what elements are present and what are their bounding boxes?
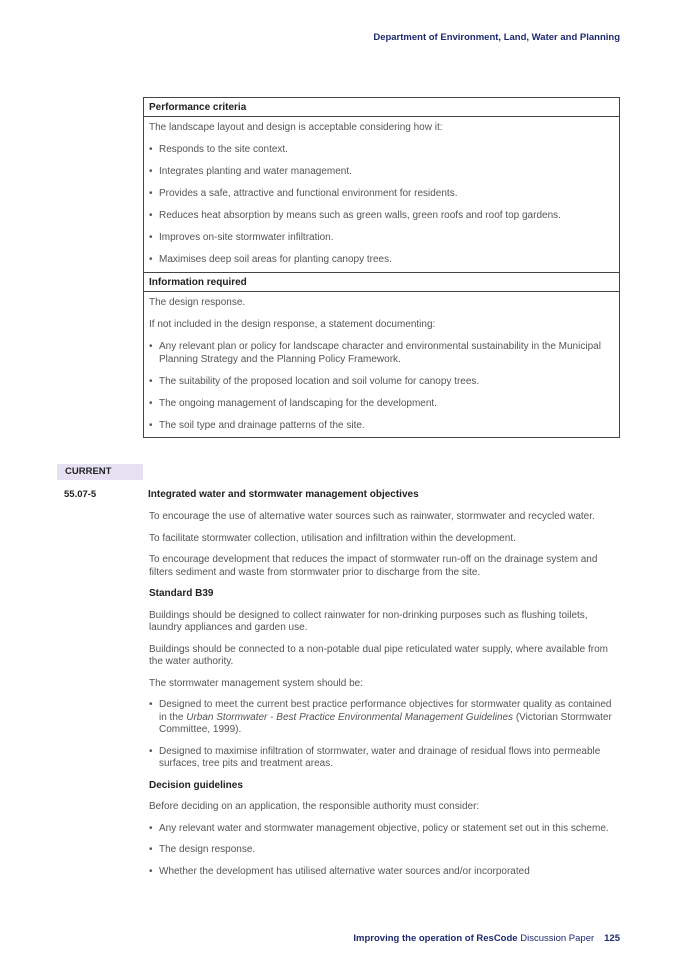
list-item: • Provides a safe, attractive and functional environment for residents. (144, 184, 619, 206)
list-item: • Designed to maximise infiltration of stormwater, water and drainage of residual flows into permeable surfaces, tree pits and treatment areas. (149, 746, 619, 771)
list-item: • Improves on-site stormwater infiltration. (144, 228, 619, 250)
decision-intro: Before deciding on an application, the responsible authority must consider: (149, 801, 480, 812)
decision-heading: Decision guidelines (149, 779, 243, 791)
list-item: • Maximises deep soil areas for planting canopy trees. (144, 250, 619, 272)
list-item: • Integrates planting and water management. (144, 162, 619, 184)
page-number: 125 (604, 933, 620, 944)
item-text: Designed to meet the current best practice performance objectives for stormwater quality as contained in the (159, 699, 612, 723)
list-item (149, 699, 619, 737)
list-item: • The design response. (149, 844, 619, 857)
info-paragraph-1: The design response. (149, 296, 246, 308)
list-item: • The ongoing management of landscaping for the development. (144, 393, 619, 415)
decision-list (149, 823, 619, 879)
performance-criteria-heading: Performance criteria (144, 98, 619, 117)
guidelines-title: Urban Stormwater - Best Practice Environmental Management Guidelines (186, 711, 514, 723)
footer-title: Improving the operation of ResCode (353, 933, 518, 944)
objective-paragraph: To facilitate stormwater collection, utilisation and infiltration within the development. (149, 532, 516, 544)
performance-intro: The landscape layout and design is acceptable considering how it: (149, 122, 443, 133)
footer-subtitle: Discussion Paper (517, 933, 595, 944)
info-paragraph-2: If not included in the design response, a statement documenting: (149, 319, 436, 330)
standard-heading: Standard B39 (149, 588, 214, 599)
list-item: • Responds to the site context. (144, 140, 619, 162)
item-text: (Victorian Stormwater Committee, 1999). (159, 711, 612, 735)
list-item: • The suitability of the proposed location and soil volume for canopy trees. (144, 371, 619, 393)
standard-paragraph-1: Buildings should be designed to collect rainwater for non-drinking purposes such as flushing toilets, laundry appliances and garden use. (149, 609, 588, 633)
list-item: • The soil type and drainage patterns of the site. (144, 415, 619, 437)
standard-list (149, 699, 619, 771)
objective-paragraph: To encourage the use of alternative water sources such as rainwater, stormwater and recycled water. (149, 511, 595, 522)
current-badge: CURRENT (57, 464, 143, 480)
clause-number: 55.07-5 (64, 489, 97, 500)
page-footer (353, 933, 620, 944)
department-header: Department of Environment, Land, Water and Planning (373, 32, 620, 43)
performance-list (144, 140, 619, 272)
list-item: • Whether the development has utilised alternative water sources and/or incorporated (149, 866, 619, 879)
list-item: • Any relevant plan or policy for landscape character and environmental sustainability in the Municipal Planning Strategy and the Planning Policy Framework. (144, 337, 619, 372)
information-required-heading: Information required (144, 272, 619, 292)
section-body (149, 511, 619, 887)
list-item: • Any relevant water and stormwater management objective, policy or statement set out in this scheme. (149, 823, 619, 836)
info-list (144, 337, 619, 438)
standard-paragraph-3: The stormwater management system should be: (149, 677, 363, 689)
list-item: • Reduces heat absorption by means such as green walls, green roofs and roof top gardens. (144, 206, 619, 228)
objective-paragraph: To encourage development that reduces the impact of stormwater run-off on the drainage system and filters sediment and waste from stormwater prior to discharge from the site. (149, 554, 598, 578)
section-title: Integrated water and stormwater management objectives (148, 489, 419, 500)
standard-paragraph-2: Buildings should be connected to a non-potable dual pipe reticulated water supply, where available from the water authority. (149, 643, 608, 667)
criteria-table (143, 97, 620, 438)
